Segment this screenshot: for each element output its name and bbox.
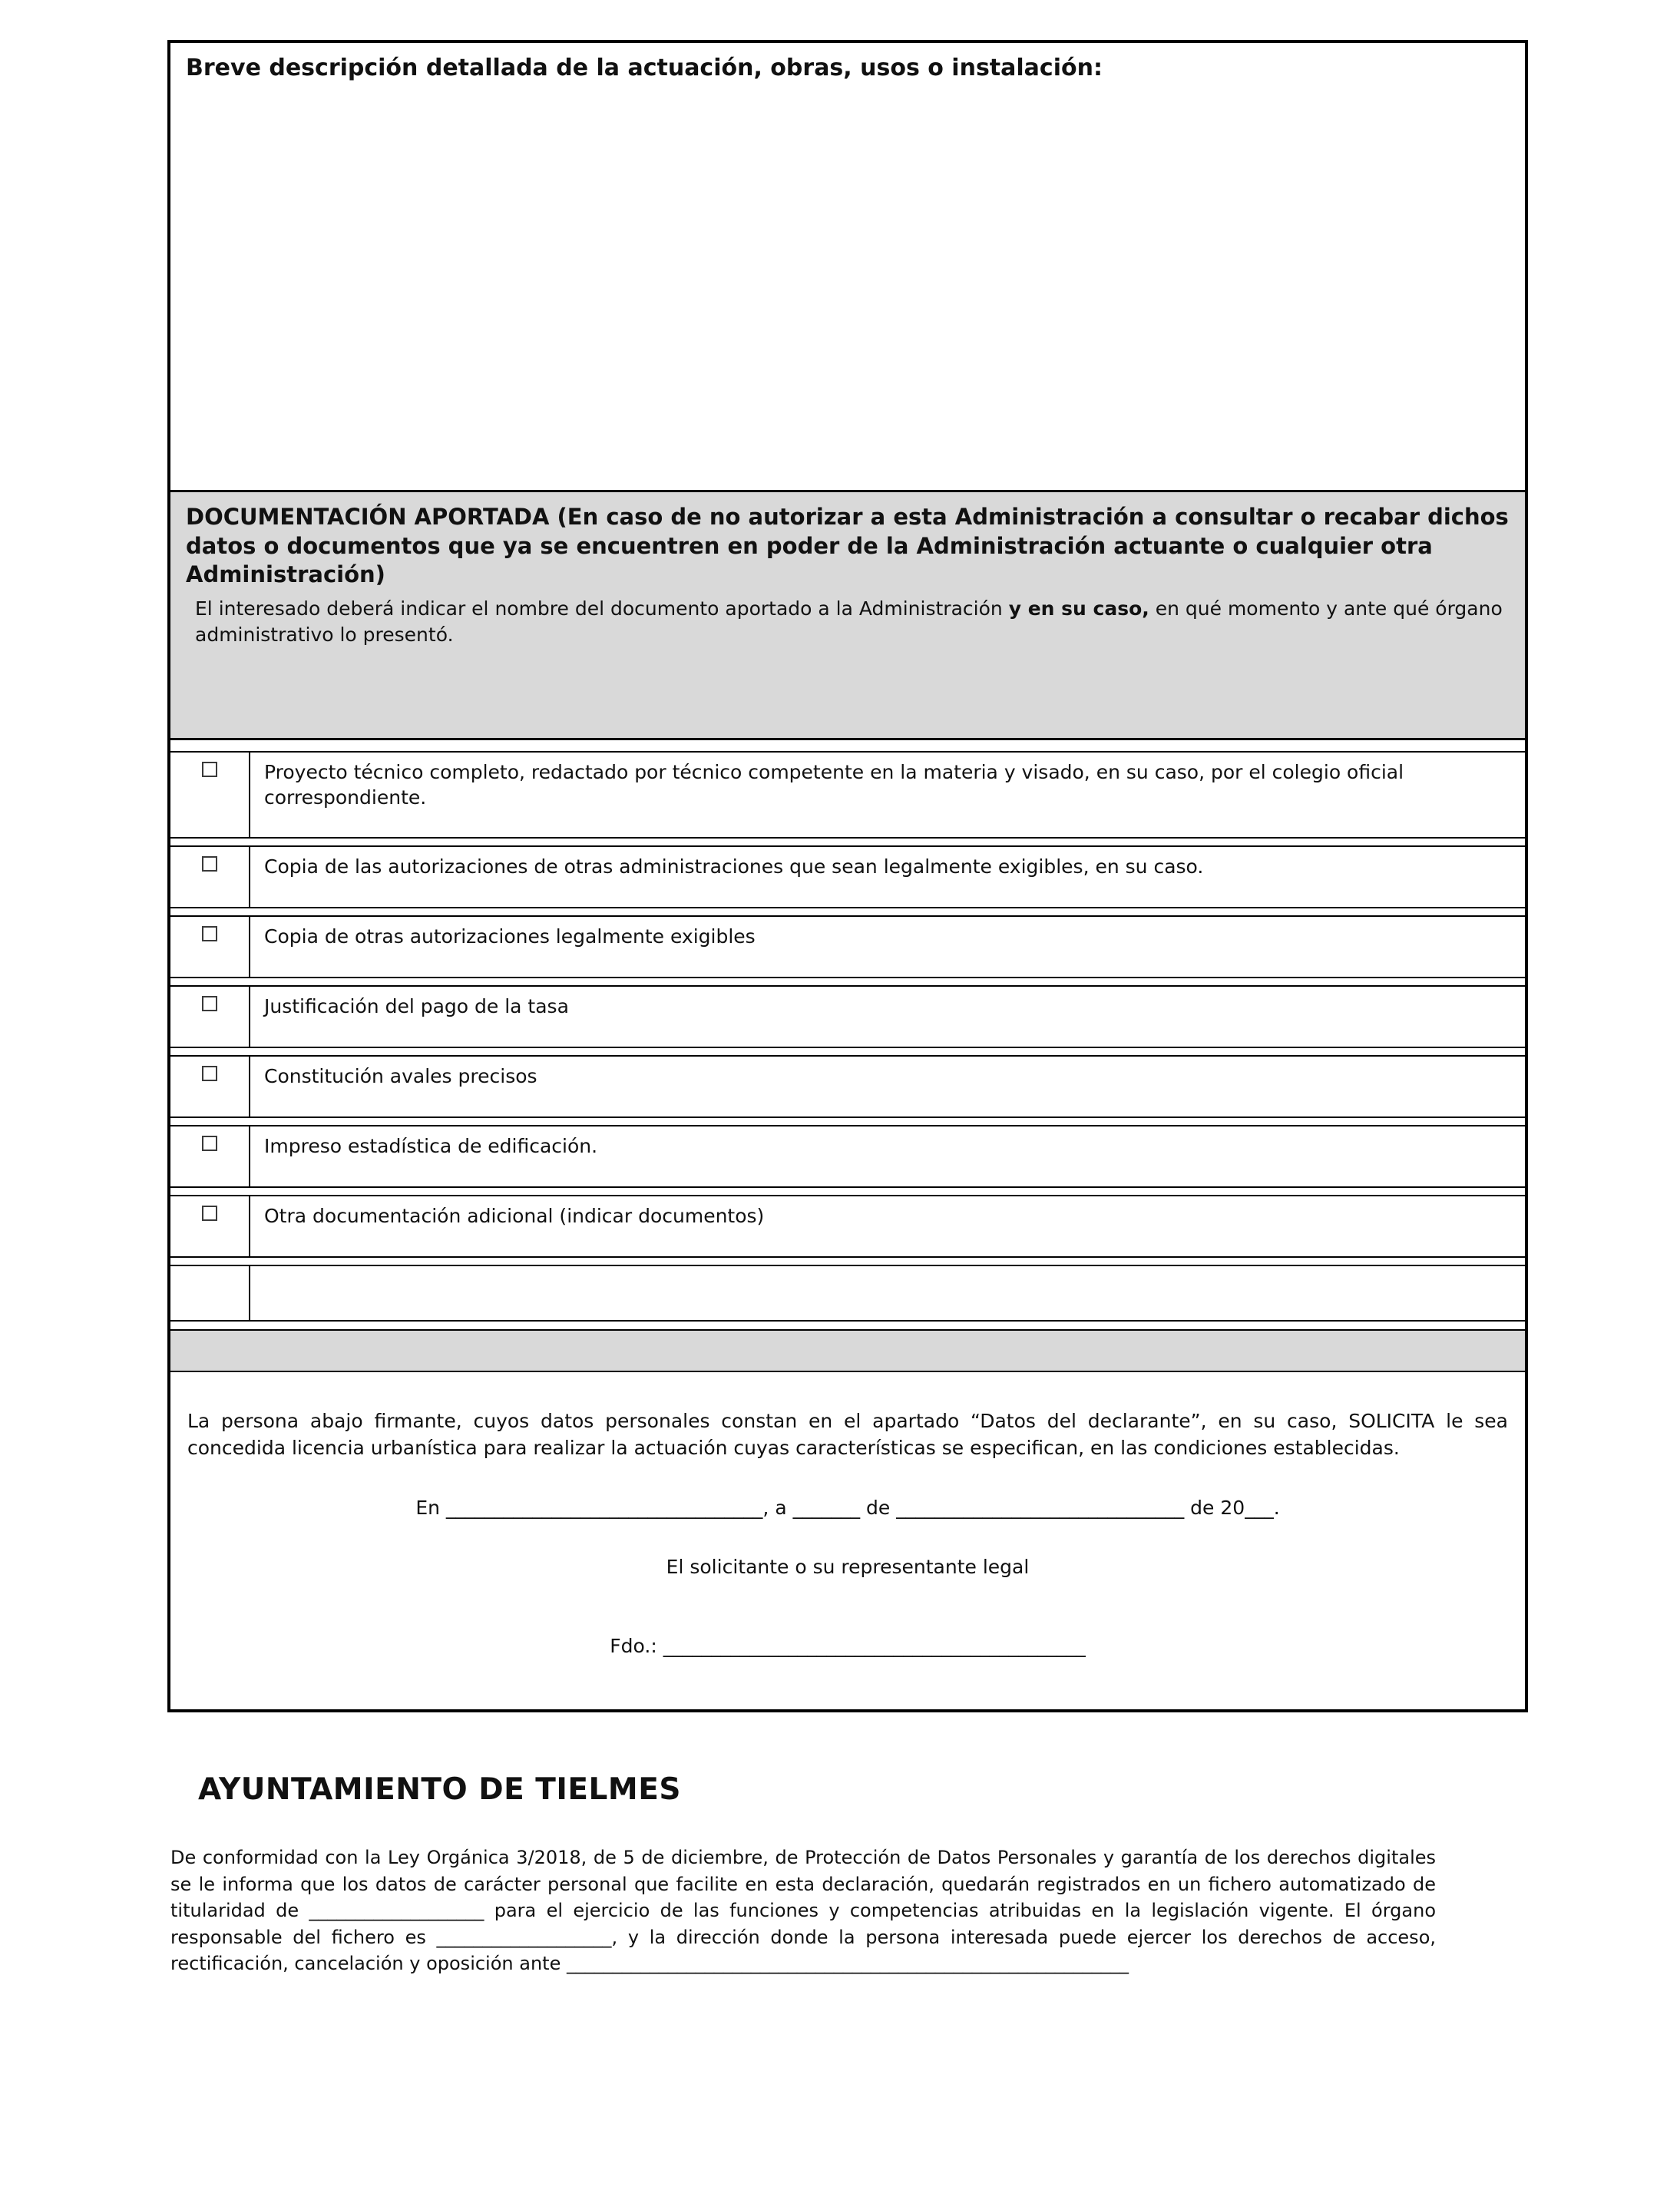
checkbox[interactable]	[202, 762, 217, 777]
checkbox[interactable]	[202, 996, 217, 1011]
checkbox-cell	[170, 1196, 250, 1256]
signer-label: El solicitante o su representante legal	[666, 1556, 1030, 1578]
declaration-text: La persona abajo firmante, cuyos datos personales constan en el apartado “Datos del declarante”, en su caso, SOLICITA le sea concedida licencia urbanística para realizar la actuación cuyas características se especifican, en las condiciones establecidas.	[187, 1410, 1508, 1459]
main-form-box	[167, 40, 1528, 1712]
documentation-checklist	[170, 740, 1525, 1322]
description-title: Breve descripción detallada de la actuación, obras, usos o instalación:	[186, 55, 1103, 81]
checkbox-cell	[170, 1266, 250, 1320]
data-protection-legal-text: De conformidad con la Ley Orgánica 3/2018, de 5 de diciembre, de Protección de Datos Personales y garantía de los derechos digitales se le informa que los datos de carácter personal que facilite en esta declaración, quedarán registrados en un fichero automatizado de titularidad de ___________________ para el ejercicio de las funciones y competencias atribuidas en la legislación vigente. El órgano responsable del fichero es ___________________, y la dirección donde la persona interesada puede ejercer los derechos de acceso, rectificación, cancelación y oposición ante _____________________________________________________________	[170, 1847, 1436, 1975]
checklist-item-text: Justificación del pago de la tasa	[264, 995, 569, 1017]
checklist-item-text: Proyecto técnico completo, redactado por técnico competente en la materia y visado, en su caso, por el colegio oficial correspondiente.	[264, 761, 1404, 809]
documentation-header	[170, 490, 1525, 740]
checkbox[interactable]	[202, 856, 217, 872]
checkbox-cell	[170, 987, 250, 1047]
checkbox[interactable]	[202, 1206, 217, 1221]
checkbox-cell	[170, 1057, 250, 1117]
checklist-item-text-empty[interactable]	[250, 1266, 1525, 1320]
checklist-row	[170, 1125, 1525, 1188]
declaration-section	[170, 1372, 1525, 1709]
signature-fill-line[interactable]: Fdo.: ____________________________________________	[610, 1635, 1086, 1657]
documentation-title: DOCUMENTACIÓN APORTADA (En caso de no autorizar a esta Administración a consultar o recabar dichos datos o documentos que ya se encuentren en poder de la Administración actuante o cualquier otra Administración)	[186, 504, 1509, 588]
checklist-row	[170, 1195, 1525, 1258]
municipality-title: AYUNTAMIENTO DE TIELMES	[198, 1772, 681, 1807]
description-input-area[interactable]	[186, 83, 1510, 444]
checkbox[interactable]	[202, 1136, 217, 1151]
checklist-item-text: Constitución avales precisos	[264, 1065, 537, 1087]
documentation-note	[186, 596, 1510, 648]
checklist-item-text: Impreso estadística de edificación.	[264, 1135, 598, 1157]
checklist-row	[170, 915, 1525, 978]
checklist-row-empty	[170, 1265, 1525, 1322]
checkbox-cell	[170, 1126, 250, 1186]
documentation-note-post: en qué momento y ante qué órgano administrativo lo presentó.	[195, 597, 1503, 646]
checklist-row	[170, 845, 1525, 908]
documentation-note-pre: El interesado deberá indicar el nombre del documento aportado a la Administración	[195, 597, 1009, 620]
checkbox[interactable]	[202, 926, 217, 941]
documentation-note-bold: y en su caso,	[1008, 597, 1149, 620]
separator-band	[170, 1329, 1525, 1372]
checkbox-cell	[170, 917, 250, 977]
checklist-item-text: Copia de las autorizaciones de otras administraciones que sean legalmente exigibles, en su caso.	[264, 855, 1204, 878]
checklist-item-text: Copia de otras autorizaciones legalmente exigibles	[264, 925, 756, 948]
checklist-row	[170, 751, 1525, 839]
checklist-row	[170, 985, 1525, 1048]
checklist-row	[170, 1055, 1525, 1118]
checkbox[interactable]	[202, 1066, 217, 1081]
checkbox-cell	[170, 753, 250, 837]
checklist-item-text: Otra documentación adicional (indicar documentos)	[264, 1205, 765, 1227]
checkbox-cell	[170, 847, 250, 907]
description-section	[170, 43, 1525, 490]
date-fill-line[interactable]: En _________________________________, a _______ de ______________________________ de 20___.	[415, 1497, 1280, 1519]
